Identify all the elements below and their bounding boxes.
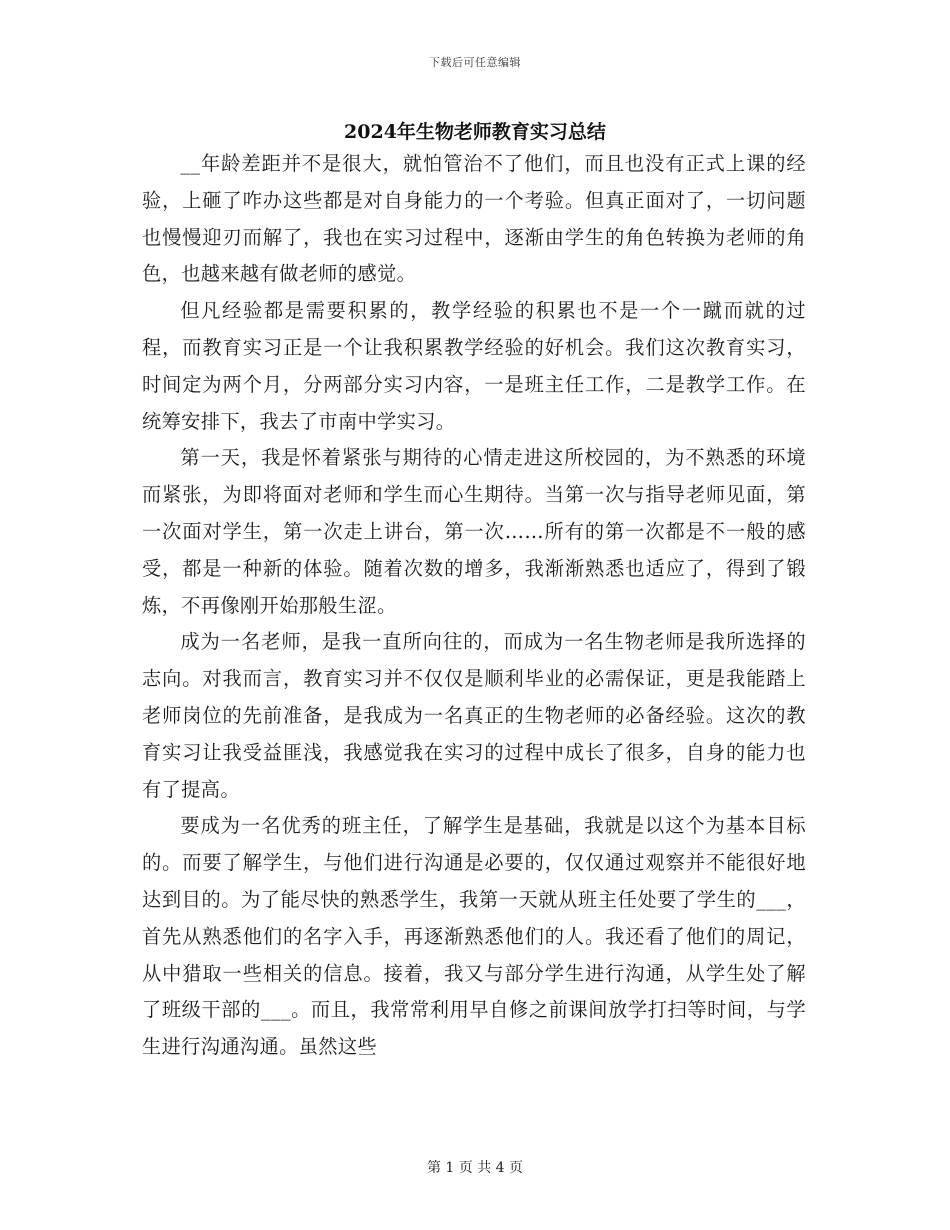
paragraph-4: 成为一名老师，是我一直所向往的，而成为一名生物老师是我所选择的志向。对我而言，教育实习并不仅仅是顺利毕业的必需保证，更是我能踏上老师岗位的先前准备，是我成为一名真正的生物老师的必备经验。这次的教育实习让我受益匪浅，我感觉我在实习的过程中成长了很多，自身的能力也有了提高。	[142, 630, 806, 801]
download-note: 下载后可任意编辑	[429, 56, 521, 69]
page-indicator: 第 1 页 共 4 页	[426, 1160, 524, 1176]
paragraph-3: 第一天，我是怀着紧张与期待的心情走进这所校园的，为不熟悉的环境而紧张，为即将面对老师和学生而心生期待。当第一次与指导老师见面，第一次面对学生，第一次走上讲台，第一次……所有的第一次都是不一般的感受，都是一种新的体验。随着次数的增多，我渐渐熟悉也适应了，得到了锻炼，不再像刚开始那般生涩。	[142, 446, 806, 617]
paragraph-1: __年龄差距并不是很大，就怕管治不了他们，而且也没有正式上课的经验，上砸了咋办这些都是对自身能力的一个考验。但真正面对了，一切问题也慢慢迎刃而解了，我也在实习过程中，逐渐由学生的角色转换为老师的角色，也越来越有做老师的感觉。	[142, 152, 806, 286]
document-title: 2024年生物老师教育实习总结	[344, 121, 606, 143]
document-body	[142, 146, 806, 1066]
paragraph-5: 要成为一名优秀的班主任，了解学生是基础，我就是以这个为基本目标的。而要了解学生，与他们进行沟通是必要的，仅仅通过观察并不能很好地达到目的。为了能尽快的熟悉学生，我第一天就从班主任处要了学生的___，首先从熟悉他们的名字入手，再逐渐熟悉他们的人。我还看了他们的周记，从中猎取一些相关的信息。接着，我又与部分学生进行沟通，从学生处了解了班级干部的___。而且，我常常利用早自修之前课间放学打扫等时间，与学生进行沟通沟通。虽然这些	[142, 814, 806, 1059]
paragraph-2: 但凡经验都是需要积累的，教学经验的积累也不是一个一蹴而就的过程，而教育实习正是一个让我积累教学经验的好机会。我们这次教育实习，时间定为两个月，分两部分实习内容，一是班主任工作，二是教学工作。在统筹安排下，我去了市南中学实习。	[142, 299, 806, 433]
